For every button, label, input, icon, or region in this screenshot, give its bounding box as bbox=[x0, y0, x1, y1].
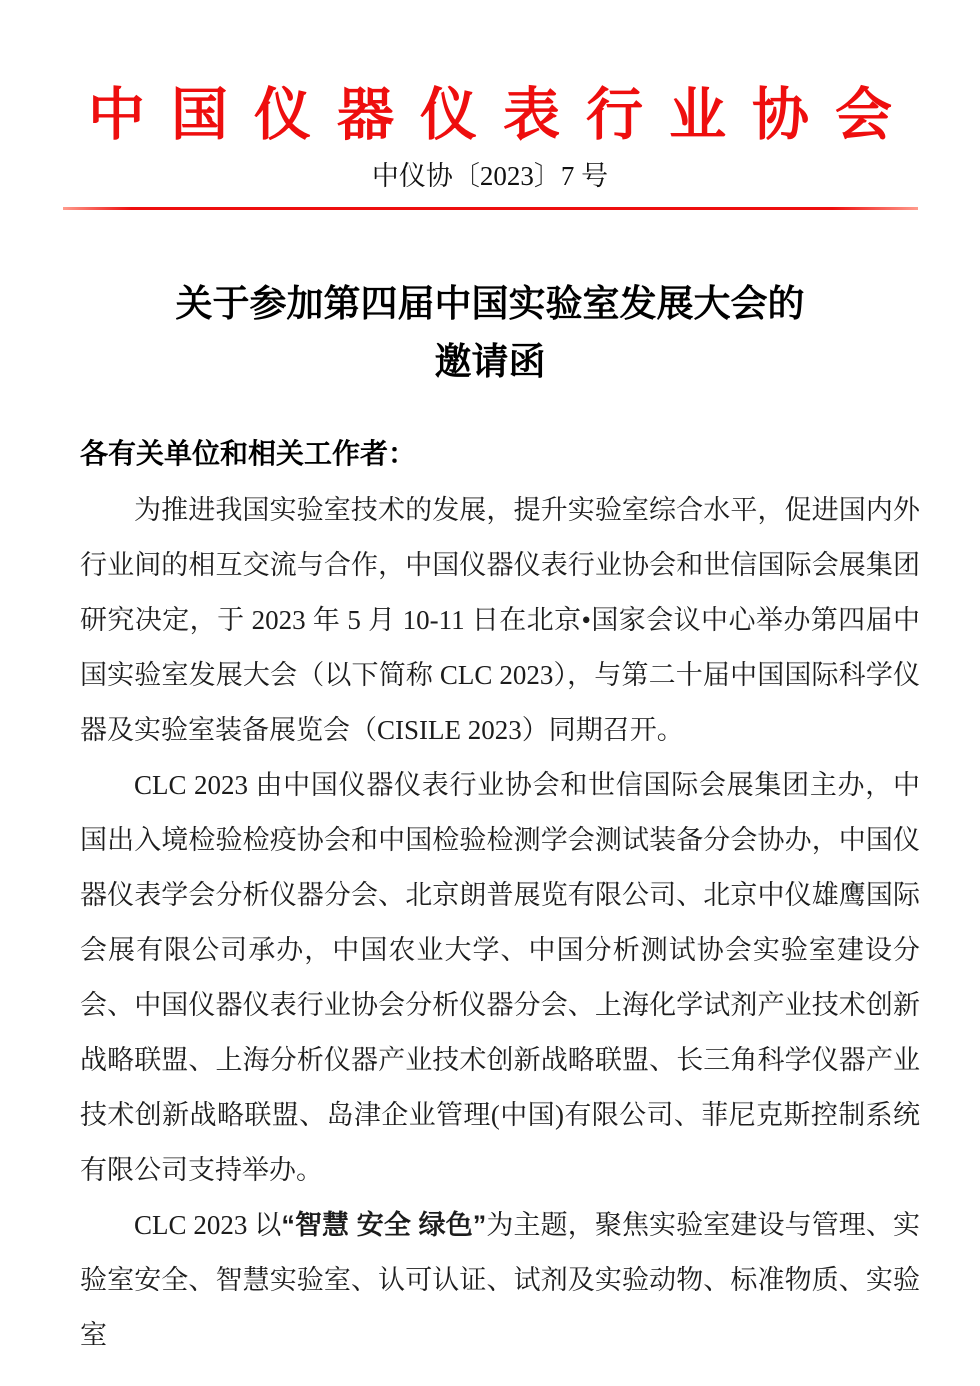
paragraph-3 bbox=[80, 1198, 920, 1363]
title-line-1: 关于参加第四届中国实验室发展大会的 bbox=[175, 284, 805, 325]
salutation: 各有关单位和相关工作者： bbox=[80, 438, 417, 469]
document-body bbox=[0, 276, 980, 1363]
paragraph-1: 为推进我国实验室技术的发展，提升实验室综合水平，促进国内外行业间的相互交流与合作，中国仪器仪表行业协会和世信国际会展集团研究决定，于 2023 年 5 月 10-11 日在北京•国家会议中心举办第四届中国实验室发展大会（以下简称 CLC 2023），与第二十届中国国际科学仪器及实验室装备展览会（CISILE 2023）同期召开。 bbox=[80, 495, 920, 745]
paragraph-3-suffix: 为主题，聚焦实验室建设与管理、实验室安全、智慧实验室、认可认证、试剂及实验动物、标准物质、实验室 bbox=[80, 1210, 921, 1350]
org-name-header: 中国仪器仪表行业协会 bbox=[88, 84, 918, 147]
document-title bbox=[0, 276, 980, 392]
paragraph-3-prefix: CLC 2023 以 bbox=[134, 1210, 282, 1240]
title-line-2: 邀请函 bbox=[434, 342, 546, 383]
doc-number: 中仪协〔2023〕7 号 bbox=[371, 161, 609, 191]
header-divider-line bbox=[63, 207, 918, 210]
paragraph-2: CLC 2023 由中国仪器仪表行业协会和世信国际会展集团主办，中国出入境检验检疫协会和中国检验检测学会测试装备分会协办，中国仪器仪表学会分析仪器分会、北京朗普展览有限公司、北京中仪雄鹰国际会展有限公司承办，中国农业大学、中国分析测试协会实验室建设分会、中国仪器仪表行业协会分析仪器分会、上海化学试剂产业技术创新战略联盟、上海分析仪器产业技术创新战略联盟、长三角科学仪器产业技术创新战略联盟、岛津企业管理(中国)有限公司、菲尼克斯控制系统有限公司支持举办。 bbox=[80, 770, 920, 1185]
theme-keywords: “智慧 安全 绿色” bbox=[281, 1210, 487, 1240]
letterhead bbox=[0, 80, 980, 210]
